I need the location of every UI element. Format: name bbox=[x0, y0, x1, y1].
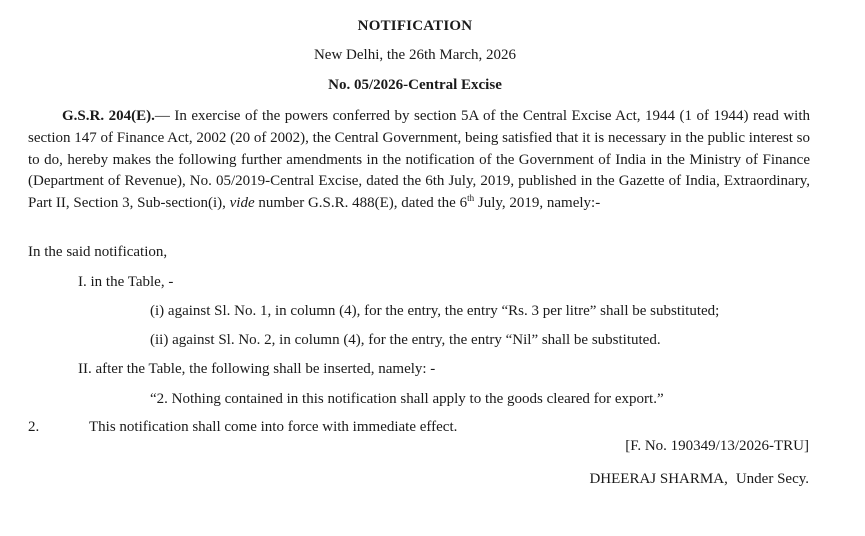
notification-number: No. 05/2026-Central Excise bbox=[328, 77, 502, 93]
preamble-text-3: July, 2019, namely:- bbox=[474, 195, 601, 212]
amendment-item-II: II. after the Table, the following shall be inserted, namely: - bbox=[78, 361, 436, 377]
dateline: New Delhi, the 26th March, 2026 bbox=[313, 47, 517, 63]
amendment-intro: In the said notification, bbox=[28, 244, 168, 260]
signature-block bbox=[589, 471, 809, 488]
para-2-text: This notification shall come into force with immediate effect. bbox=[89, 419, 458, 435]
amendment-item-I: I. in the Table, - bbox=[78, 274, 174, 290]
file-number: [F. No. 190349/13/2026-TRU] bbox=[625, 438, 809, 454]
gsr-number: G.S.R. 204(E). bbox=[62, 108, 155, 124]
vide-text: vide bbox=[229, 195, 255, 212]
inserted-quote: “2. Nothing contained in this notification shall apply to the goods cleared for export.” bbox=[150, 391, 664, 407]
amendment-sub-ii: (ii) against Sl. No. 2, in column (4), for the entry, the entry “Nil” shall be substituted. bbox=[150, 332, 661, 348]
preamble-text-1: — In exercise of the powers conferred by section 5A of the Central Excise Act, 1944 (1 of 1944) read with section 147 of Finance Act, 2002 (20 of 2002), the Central Government, being satisfied that it is necessary in the public interest so to do, hereby makes the following further amendments in the notification of the Government of India in the Ministry of Finance (Department of Revenue), No. 05/2019-Central Excise, dated the 6th July, 2019, published in the Gazette of India, Extraordinary, Part II, Section 3, Sub-section(i), bbox=[28, 108, 811, 212]
amendment-sub-i: (i) against Sl. No. 1, in column (4), for the entry, the entry “Rs. 3 per litre” shall be substituted; bbox=[150, 303, 720, 319]
ordinal-superscript: th bbox=[467, 193, 475, 204]
para-2-number: 2. bbox=[28, 419, 40, 435]
notification-title: NOTIFICATION bbox=[357, 18, 473, 34]
preamble-text-2: number G.S.R. 488(E), dated the 6 bbox=[254, 195, 468, 212]
signatory-title: Under Secy. bbox=[735, 471, 809, 487]
preamble-paragraph bbox=[28, 106, 810, 215]
signatory-name: DHEERAJ SHARMA, bbox=[589, 471, 728, 487]
